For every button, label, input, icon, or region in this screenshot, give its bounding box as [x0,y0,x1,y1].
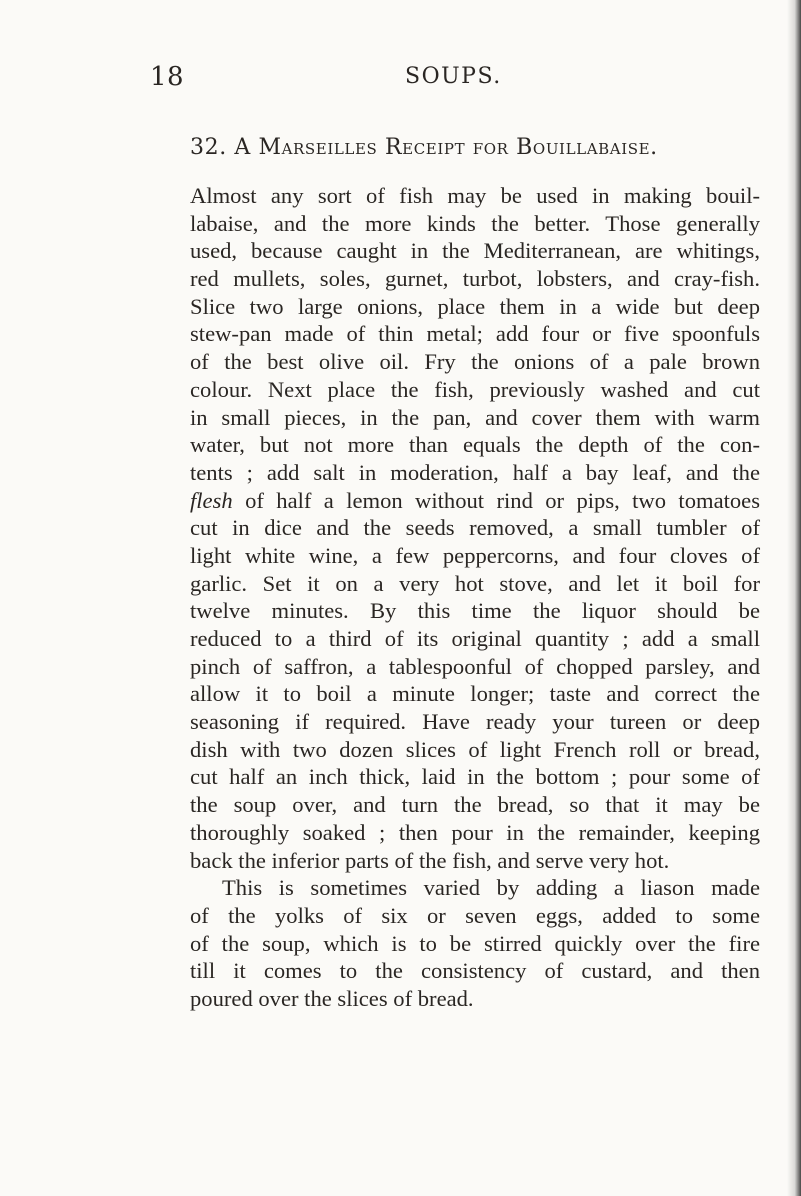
text-line: the soup over, and turn the bread, so that it may be [190,792,760,818]
text-line: light white wine, a few peppercorns, and four cloves of [190,542,760,568]
text-line: pinch of saffron, a tablespoonful of chopped parsley, and [190,653,760,679]
running-title: SOUPS. [405,64,502,89]
text-line: stew-pan made of thin metal; add four or five spoonfuls [190,321,760,347]
text-line: Slice two large onions, place them in a wide but deep [190,293,760,319]
text-line: of the soup, which is to be stirred quickly over the fire [190,930,760,956]
text-line: Almost any sort of fish may be used in making bouil- [190,183,760,208]
text-line: water, but not more than equals the depth of the con- [190,432,760,458]
text-line: labaise, and the more kinds the better. Those generally [190,210,760,236]
text-line: garlic. Set it on a very hot stove, and let it boil for [190,570,760,596]
text-line: allow it to boil a minute longer; taste and correct the [190,681,760,707]
text-line: cut half an inch thick, laid in the bottom ; pour some of [190,764,760,790]
page-number: 18 [150,62,185,92]
italic-word: flesh [190,487,233,513]
text-line: cut in dice and the seeds removed, a small tumbler of [190,515,760,541]
paragraph-2 [190,874,760,1012]
paragraph-1 [190,182,760,874]
running-head [0,62,801,102]
text-line: thoroughly soaked ; then pour in the remainder, keeping [190,819,760,845]
recipe-body [190,182,760,1013]
page-edge-shadow [787,0,801,1196]
text-line: dish with two dozen slices of light French roll or bread, [190,736,760,762]
text-line: till it comes to the consistency of custard, and then [190,958,760,984]
text-line: used, because caught in the Mediterranean, are whitings, [190,238,760,264]
text-line: poured over the slices of bread. [190,985,474,1011]
text-line: red mullets, soles, gurnet, turbot, lobsters, and cray-fish. [190,266,760,292]
text-line: twelve minutes. By this time the liquor should be [190,598,760,624]
text-line: colour. Next place the fish, previously washed and cut [190,376,760,402]
text-line [190,487,760,515]
text-line: seasoning if required. Have ready your tureen or deep [190,709,760,735]
text-line: This is sometimes varied by adding a liason made [222,875,760,901]
text-line: in small pieces, in the pan, and cover them with warm [190,404,760,430]
recipe-title: 32. A Marseilles Receipt for Bouillabaise. [190,135,658,160]
text-line: back the inferior parts of the fish, and serve very hot. [190,847,670,873]
text-line: of the best olive oil. Fry the onions of a pale brown [190,349,760,375]
text-line: of the yolks of six or seven eggs, added to some [190,902,760,928]
text-line: reduced to a third of its original quantity ; add a small [190,626,760,651]
text-line: tents ; add salt in moderation, half a bay leaf, and the [190,459,760,485]
text-line-rest: of half a lemon without rind or pips, two tomatoes [232,487,760,513]
